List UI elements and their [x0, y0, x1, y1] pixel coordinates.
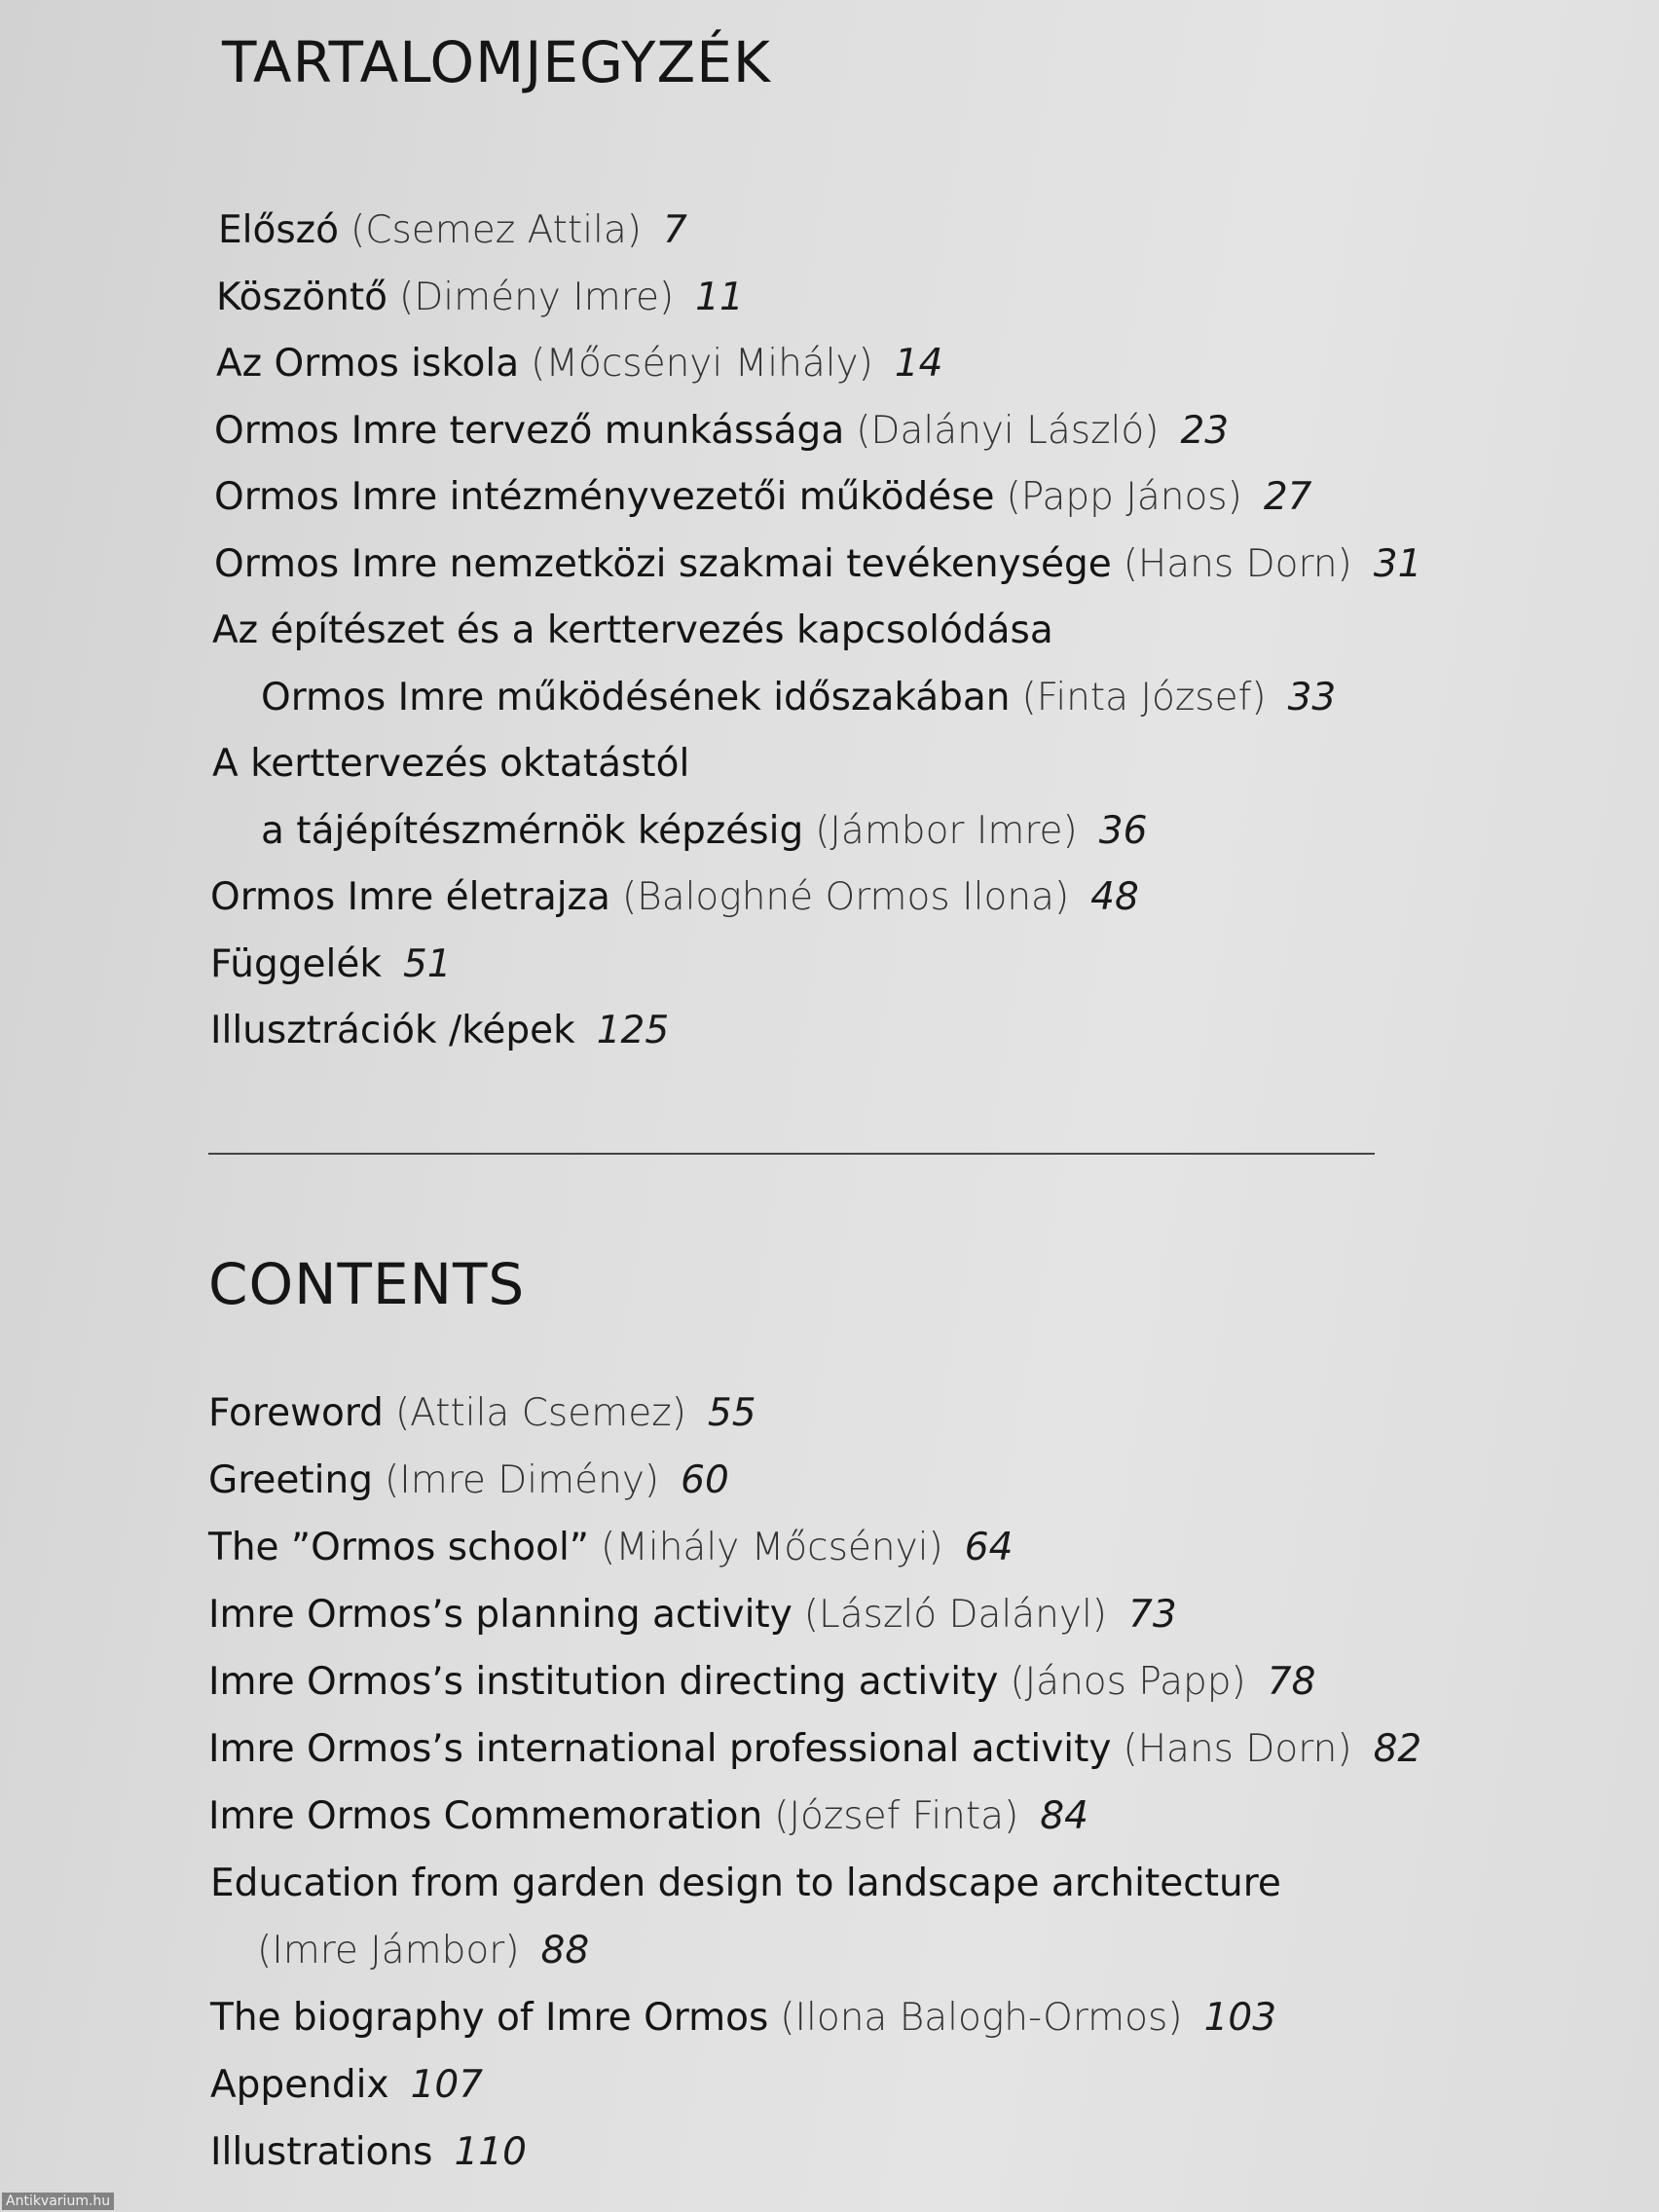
- toc-entry: [210, 942, 452, 987]
- toc-entry: [210, 2130, 527, 2175]
- entry-page-number: 82: [1373, 1727, 1422, 1771]
- entry-page-number: 64: [964, 1526, 1014, 1569]
- entry-page-number: 55: [707, 1391, 756, 1435]
- entry-author: (László Dalányl): [803, 1593, 1108, 1637]
- entry-title: The ”Ormos school”: [208, 1526, 589, 1569]
- entry-title: Appendix: [210, 2063, 389, 2107]
- entry-author: (Baloghné Ormos Ilona): [621, 875, 1070, 919]
- entry-page-number: 31: [1373, 542, 1422, 586]
- entry-page-number: 60: [681, 1458, 729, 1502]
- entry-title: Ormos Imre működésének időszakában: [261, 676, 1011, 719]
- entry-author: (Jámbor Imre): [815, 809, 1078, 853]
- entry-page-number: 107: [410, 2063, 484, 2107]
- entry-page-number: 48: [1090, 875, 1139, 919]
- section-divider: [208, 1153, 1375, 1155]
- entry-author: (Csemez Attila): [350, 208, 642, 252]
- entry-author: (Ilona Balogh-Ormos): [780, 1996, 1183, 2040]
- entry-author: (József Finta): [774, 1794, 1019, 1838]
- entry-title: Függelék: [210, 942, 382, 986]
- entry-title: Education from garden design to landscape architecture: [210, 1862, 1281, 1905]
- entry-author: (Hans Dorn): [1123, 1727, 1352, 1771]
- entry-title: Az Ormos iskola: [216, 342, 520, 386]
- entry-author: (Mihály Mőcsényi): [601, 1526, 943, 1569]
- toc-entry: [208, 1727, 1421, 1772]
- entry-title: Ormos Imre életrajza: [210, 875, 610, 919]
- entry-page-number: 84: [1040, 1794, 1088, 1838]
- entry-page-number: 33: [1287, 676, 1337, 719]
- entry-title: Köszöntő: [216, 276, 388, 319]
- toc-entry: [261, 676, 1336, 720]
- toc-entry: [212, 608, 1075, 653]
- entry-author: (Dimény Imre): [399, 276, 675, 319]
- entry-page-number: 36: [1098, 809, 1148, 853]
- toc-entry: [261, 809, 1147, 854]
- toc-entry: [214, 542, 1421, 587]
- entry-page-number: 78: [1267, 1660, 1316, 1704]
- entry-page-number: 88: [540, 1929, 590, 1972]
- entry-title: Imre Ormos’s international professional activity: [208, 1727, 1112, 1771]
- entry-title: Imre Ormos’s institution directing activity: [208, 1660, 999, 1704]
- toc-entry: [208, 1391, 756, 1436]
- entry-title: Ormos Imre nemzetközi szakmai tevékenysége: [214, 542, 1112, 586]
- entry-page-number: 27: [1263, 475, 1312, 519]
- entry-author: (Dalányi László): [856, 409, 1160, 453]
- entry-title: Illusztrációk /képek: [210, 1009, 575, 1052]
- entry-page-number: 23: [1180, 409, 1230, 453]
- entry-author: (János Papp): [1010, 1660, 1246, 1704]
- toc-entry: [210, 1009, 669, 1053]
- entry-title: A kerttervezés oktatástól: [212, 742, 690, 786]
- entry-title: Ormos Imre tervező munkássága: [214, 409, 845, 453]
- entry-title: a tájépítészmérnök képzésig: [261, 809, 804, 853]
- toc-entry: [210, 875, 1139, 920]
- toc-entry: [218, 208, 687, 253]
- entry-page-number: 125: [596, 1009, 670, 1052]
- entry-page-number: 73: [1128, 1593, 1177, 1637]
- entry-page-number: 14: [894, 342, 943, 386]
- toc-entry: [216, 342, 943, 387]
- entry-page-number: 7: [662, 208, 687, 252]
- entry-title: Foreword: [208, 1391, 384, 1435]
- toc-heading-en: CONTENTS: [208, 1251, 526, 1317]
- toc-entry: [216, 276, 744, 320]
- toc-entry: [208, 1593, 1177, 1638]
- entry-title: Greeting: [208, 1458, 373, 1502]
- toc-entry: [257, 1929, 589, 1973]
- toc-entry: [208, 1458, 729, 1503]
- entry-author: (Mőcsényi Mihály): [531, 342, 873, 386]
- toc-entry: [208, 1526, 1013, 1570]
- watermark: Antikvarium.hu: [2, 2193, 114, 2210]
- entry-author: (Finta József): [1021, 676, 1267, 719]
- toc-entry: [208, 1794, 1088, 1839]
- toc-entry: [210, 1996, 1276, 2041]
- toc-entry: [208, 1660, 1315, 1705]
- toc-entry: [210, 2063, 483, 2108]
- entry-title: Imre Ormos’s planning activity: [208, 1593, 793, 1637]
- entry-author: (Attila Csemez): [394, 1391, 686, 1435]
- entry-page-number: 110: [454, 2130, 527, 2174]
- entry-page-number: 51: [402, 942, 452, 986]
- toc-heading-hu: TARTALOMJEGYZÉK: [222, 29, 771, 95]
- toc-entry: [212, 742, 711, 787]
- entry-author: (Imre Dimény): [385, 1458, 660, 1502]
- entry-author: (Imre Jámbor): [257, 1929, 520, 1972]
- entry-title: Imre Ormos Commemoration: [208, 1794, 763, 1838]
- entry-page-number: 103: [1203, 1996, 1277, 2040]
- entry-title: Ormos Imre intézményvezetői működése: [214, 475, 995, 519]
- entry-title: Az építészet és a kerttervezés kapcsolódása: [212, 608, 1053, 652]
- entry-title: The biography of Imre Ormos: [210, 1996, 769, 2040]
- entry-author: (Hans Dorn): [1123, 542, 1352, 586]
- toc-entry: [214, 409, 1229, 454]
- entry-title: Előszó: [218, 208, 339, 252]
- entry-author: (Papp János): [1006, 475, 1242, 519]
- toc-entry: [214, 475, 1311, 520]
- toc-entry: [210, 1862, 1303, 1906]
- entry-title: Illustrations: [210, 2130, 433, 2174]
- entry-page-number: 11: [695, 276, 744, 319]
